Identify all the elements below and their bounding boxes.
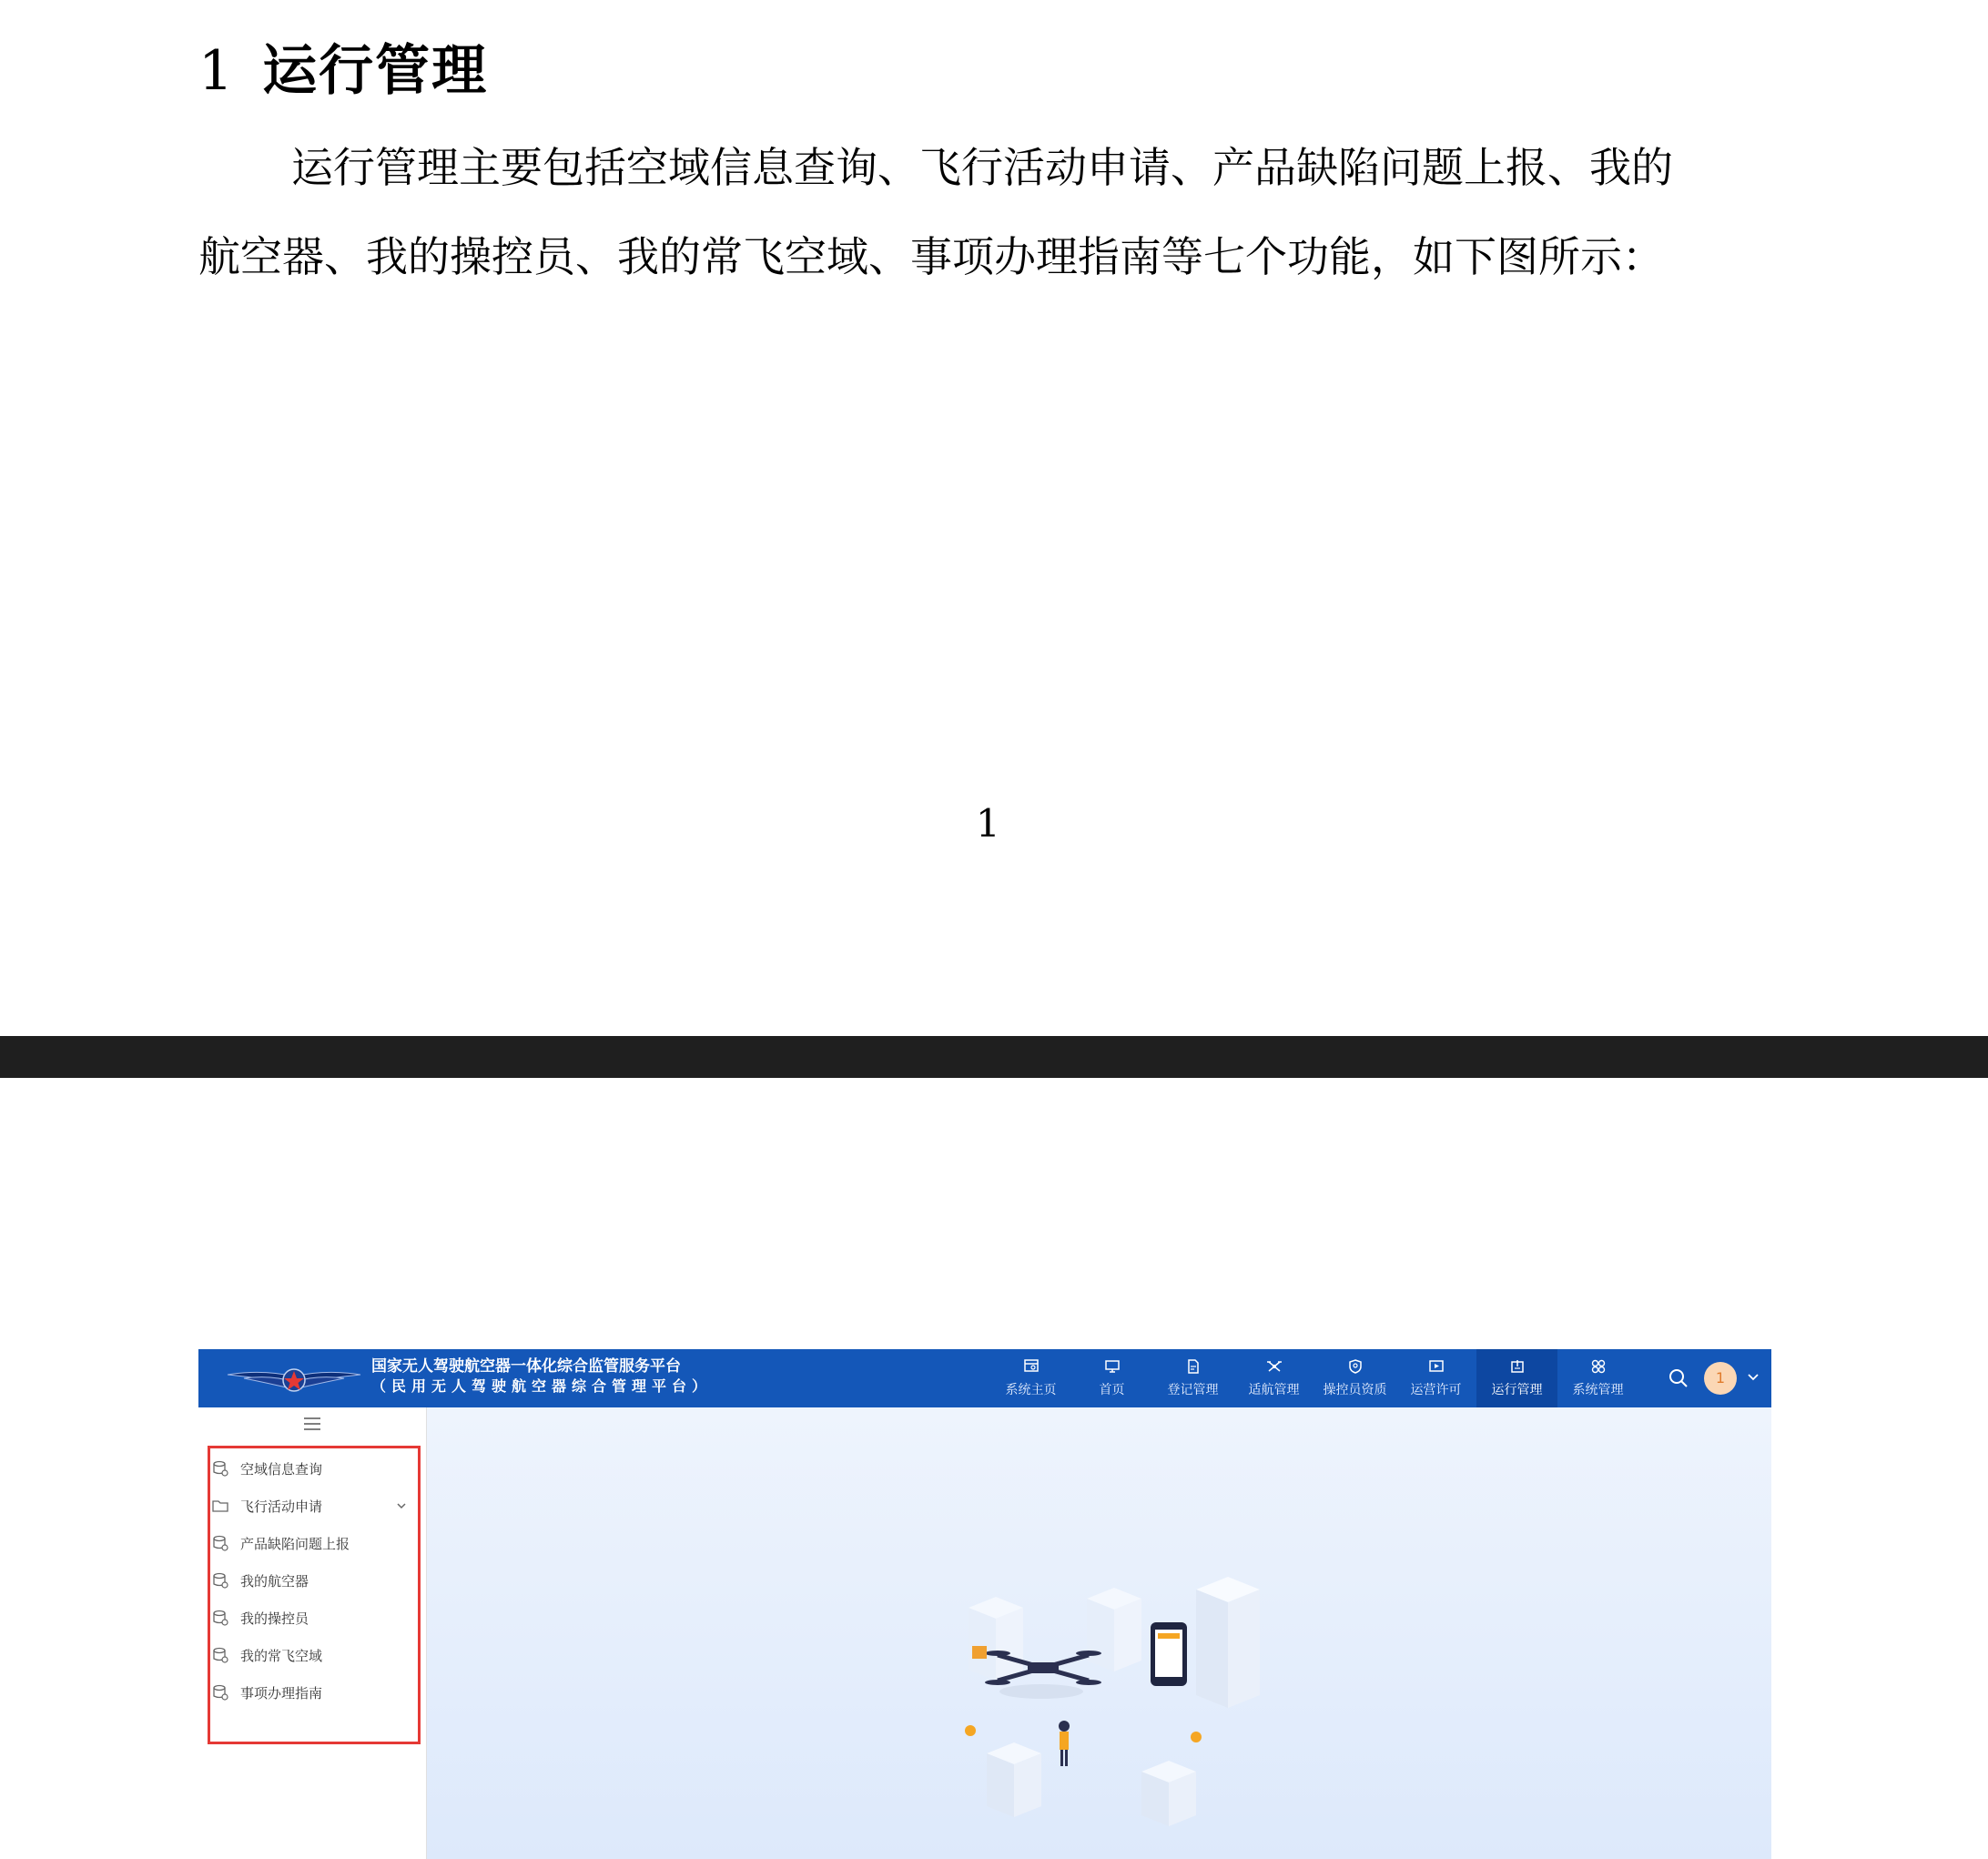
- sidebar-item-label: 产品缺陷问题上报: [240, 1535, 350, 1552]
- nav-airworthiness[interactable]: [1233, 1349, 1314, 1407]
- app-header: [198, 1349, 1771, 1407]
- sidebar-item-label: 我的航空器: [240, 1572, 309, 1590]
- sidebar: [198, 1407, 427, 1859]
- app-title: [371, 1356, 712, 1397]
- sidebar-item-label: 空域信息查询: [240, 1460, 323, 1478]
- database-icon: [211, 1459, 229, 1478]
- database-icon: [211, 1534, 229, 1552]
- shield-icon: [1347, 1358, 1364, 1375]
- heading-text: 运行管理: [262, 39, 489, 103]
- settings-grid-icon: [1590, 1358, 1607, 1375]
- sidebar-item-my-operators[interactable]: [211, 1602, 421, 1633]
- sidebar-item-guide[interactable]: [211, 1677, 421, 1708]
- top-nav: [990, 1349, 1638, 1407]
- document-page-2: [0, 1078, 1988, 1846]
- heading-number: 1: [198, 39, 236, 103]
- nav-system-home[interactable]: [990, 1349, 1071, 1407]
- nav-registration[interactable]: [1152, 1349, 1233, 1407]
- page-gap: [0, 1036, 1988, 1078]
- nav-label: 系统主页: [1005, 1383, 1057, 1397]
- drone-city-illustration: [914, 1571, 1314, 1844]
- operation-icon: [1509, 1358, 1526, 1375]
- sidebar-item-label: 事项办理指南: [240, 1684, 323, 1702]
- sidebar-item-my-aircraft[interactable]: [211, 1565, 421, 1596]
- paragraph-line-2: 航空器、我的操控员、我的常飞空域、事项办理指南等七个功能，如下图所示：: [198, 232, 1664, 281]
- database-icon: [211, 1683, 229, 1702]
- nav-label: 操控员资质: [1323, 1383, 1387, 1397]
- document-edit-icon: [1185, 1358, 1202, 1375]
- nav-label: 登记管理: [1167, 1383, 1219, 1397]
- sidebar-item-defect-report[interactable]: [211, 1528, 421, 1559]
- folder-icon: [211, 1497, 229, 1515]
- section-heading: [198, 27, 488, 106]
- page-number: 1: [976, 801, 1000, 846]
- avatar[interactable]: 1: [1704, 1362, 1737, 1395]
- app-screenshot: [198, 1349, 1771, 1859]
- nav-label: 运行管理: [1491, 1383, 1543, 1397]
- nav-operator-qualification[interactable]: [1314, 1349, 1395, 1407]
- nav-label: 系统管理: [1572, 1383, 1624, 1397]
- nav-label: 适航管理: [1248, 1383, 1300, 1397]
- caac-logo-icon: [226, 1356, 362, 1400]
- nav-label: 运营许可: [1410, 1383, 1462, 1397]
- nav-operation-license[interactable]: [1395, 1349, 1476, 1407]
- sidebar-item-label: 我的常飞空域: [240, 1647, 323, 1664]
- database-icon: [211, 1609, 229, 1627]
- search-icon[interactable]: [1668, 1367, 1689, 1389]
- chevron-down-icon[interactable]: [395, 1499, 408, 1512]
- drone-icon: [1266, 1358, 1283, 1375]
- sidebar-item-label: 我的操控员: [240, 1610, 309, 1627]
- nav-label: 首页: [1099, 1383, 1125, 1397]
- nav-home[interactable]: [1071, 1349, 1152, 1407]
- sidebar-item-airspace-query[interactable]: [211, 1453, 421, 1484]
- monitor-icon: [1104, 1358, 1121, 1375]
- chevron-down-icon[interactable]: [1746, 1369, 1760, 1384]
- sidebar-item-my-airspace[interactable]: [211, 1640, 421, 1671]
- main-content: [427, 1407, 1771, 1859]
- nav-run-management[interactable]: [1476, 1349, 1557, 1407]
- sidebar-item-label: 飞行活动申请: [240, 1498, 323, 1515]
- nav-system-management[interactable]: [1557, 1349, 1638, 1407]
- app-title-main: 国家无人驾驶航空器一体化综合监管服务平台: [371, 1357, 681, 1376]
- hamburger-menu-icon[interactable]: [302, 1415, 322, 1433]
- system-home-icon: [1023, 1358, 1040, 1375]
- sidebar-item-flight-application[interactable]: [211, 1490, 421, 1521]
- paragraph-line-1: 运行管理主要包括空域信息查询、飞行活动申请、产品缺陷问题上报、我的: [291, 143, 1673, 192]
- app-title-sub: （民用无人驾驶航空器综合管理平台）: [371, 1377, 713, 1395]
- license-icon: [1428, 1358, 1445, 1375]
- database-icon: [211, 1646, 229, 1664]
- database-icon: [211, 1571, 229, 1590]
